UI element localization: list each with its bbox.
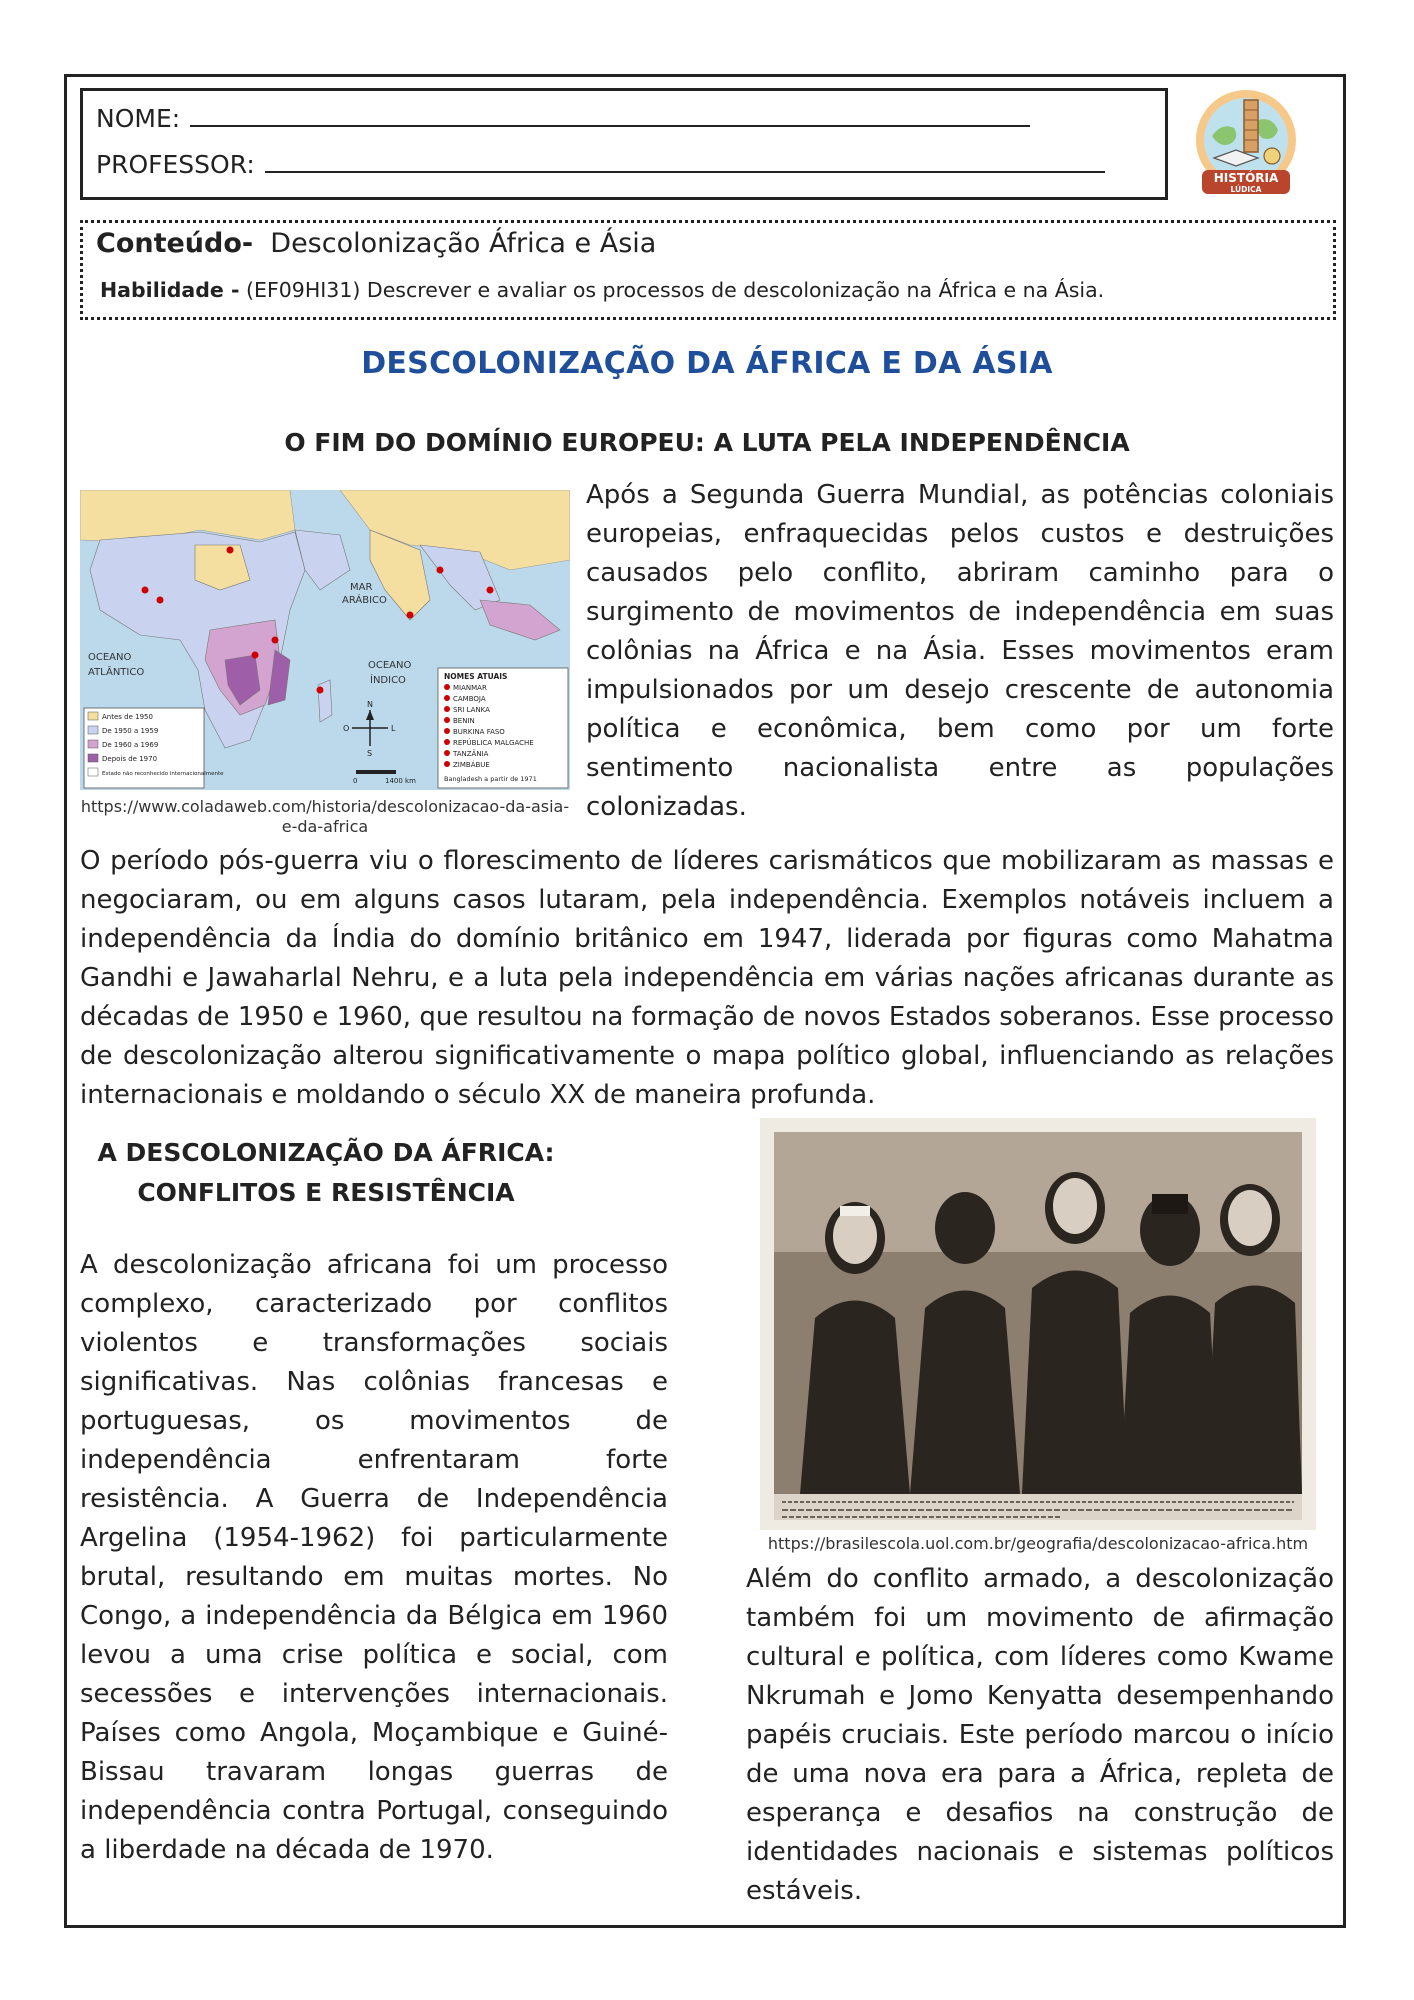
logo-text-1: HISTÓRIA [1213,171,1279,185]
svg-text:L: L [391,724,396,733]
section1-heading: O FIM DO DOMÍNIO EUROPEU: A LUTA PELA INDEPENDÊNCIA [284,428,1130,457]
svg-text:ZIMBÁBUE: ZIMBÁBUE [453,761,490,769]
legend-item-1: Antes de 1950 [102,713,153,721]
map-ocean-atlantic-2: ATLÂNTICO [88,667,145,678]
nome-field[interactable] [96,104,1030,133]
svg-text:CAMBOJA: CAMBOJA [453,695,486,703]
legend-item-3: De 1960 a 1969 [102,741,159,749]
nome-line [190,105,1030,127]
nome-label: NOME: [96,104,181,133]
svg-text:Bangladesh a partir de 1971: Bangladesh a partir de 1971 [444,775,537,783]
section2-paragraph-left: A descolonização africana foi um processo complexo, caracterizado por conflitos violentos e transformações sociais significativas. Nas colônias francesas e portuguesas, os movimentos de independência enfrentaram forte resistência. A Guerra de Independência Argelina (1954-1962) foi particularmente brutal, resultando em muitas mortes. No Congo, a independência da Bélgica em 1960 levou a uma crise política e social, com secessões e intervenções internacionais. Países como Angola, Moçambique e Guiné-Bissau travaram longas guerras de independência contra Portugal, conseguindo a liberdade na década de 1970. [80,1250,668,1865]
decolonization-map [80,490,570,790]
historia-ludica-logo [1188,86,1304,202]
svg-text:TANZÂNIA: TANZÂNIA [453,750,489,758]
legend-item-4: Depois de 1970 [102,755,158,763]
conteudo-value: Descolonização África e Ásia [270,228,657,259]
professor-line [265,151,1105,173]
map-ocean-indian-2: ÍNDICO [370,675,406,686]
legend-item-2: De 1950 a 1959 [102,727,159,735]
section2-paragraph-right: Além do conflito armado, a descolonização também foi um movimento de afirmação cultural e política, com líderes como Kwame Nkrumah e Jomo Kenyatta desempenhando papéis cruciais. Este período marcou o início de uma nova era para a África, repleta de esperança e desafios na construção de identidades nacionais e sistemas políticos estáveis. [746,1564,1334,1906]
svg-text:0: 0 [353,777,358,785]
map-sea-arabic-1: MAR [350,582,373,593]
habilidade-value: (EF09HI31) Descrever e avaliar os processos de descolonização na África e na Ásia. [246,278,1105,302]
svg-text:O: O [343,724,350,733]
section2-heading-line-1: A DESCOLONIZAÇÃO DA ÁFRICA: [97,1138,555,1167]
professor-field[interactable] [96,150,1105,179]
leaders-photo [760,1118,1316,1530]
map-ocean-atlantic-1: OCEANO [88,652,132,663]
map-caption: https://www.coladaweb.com/historia/descolonizacao-da-asia-e-da-africa [80,797,570,836]
svg-text:SRI LANKA: SRI LANKA [453,706,490,714]
map-ocean-indian-1: OCEANO [368,660,412,671]
map-names-list [438,668,568,788]
professor-label: PROFESSOR: [96,150,255,179]
conteudo-line [96,228,656,259]
page-title: DESCOLONIZAÇÃO DA ÁFRICA E DA ÁSIA [361,346,1053,381]
svg-text:1400 km: 1400 km [385,777,416,785]
svg-text:N: N [367,700,373,709]
habilidade-label: Habilidade - [100,278,240,302]
map-legend [84,708,224,788]
photo-caption: https://brasilescola.uol.com.br/geografia/descolonizacao-africa.htm [767,1534,1309,1553]
svg-text:S: S [367,749,373,758]
section1-paragraph-2: O período pós-guerra viu o florescimento de líderes carismáticos que mobilizaram as massas e negociaram, ou em alguns casos lutaram, pela independência. Exemplos notáveis incluem a independência da Índia do domínio britânico em 1947, liderada por figuras como Mahatma Gandhi e Jawaharlal Nehru, e a luta pela independência em várias nações africanas durante as décadas de 1950 e 1960, que resultou na formação de novos Estados soberanos. Esse processo de descolonização alterou significativamente o mapa político global, influenciando as relações internacionais e moldando o século XX de maneira profunda. [80,846,1334,1110]
section2-heading-line-2: CONFLITOS E RESISTÊNCIA [137,1178,515,1207]
svg-text:BENIN: BENIN [453,717,475,725]
section2-heading [96,1133,556,1213]
logo-text-2: LÚDICA [1230,185,1262,194]
conteudo-label: Conteúdo- [96,228,254,259]
map-sea-arabic-2: ARÁBICO [342,595,387,606]
svg-text:NOMES ATUAIS: NOMES ATUAIS [444,672,508,681]
svg-text:REPÚBLICA MALGACHE: REPÚBLICA MALGACHE [453,739,534,747]
legend-item-5: Estado não reconhecido internacionalmente [102,771,224,777]
habilidade-line [100,278,1104,302]
section1-paragraph-1: Após a Segunda Guerra Mundial, as potências coloniais europeias, enfraquecidas pelos custos e destruições causados pelo conflito, abriram caminho para o surgimento de movimentos de independência em suas colônias na África e na Ásia. Esses movimentos eram impulsionados por um desejo crescente de autonomia política e econômica, bem como por um forte sentimento nacionalista entre as populações colonizadas. [586,480,1334,822]
svg-text:MIANMAR: MIANMAR [453,684,487,692]
svg-text:BURKINA FASO: BURKINA FASO [453,728,505,736]
